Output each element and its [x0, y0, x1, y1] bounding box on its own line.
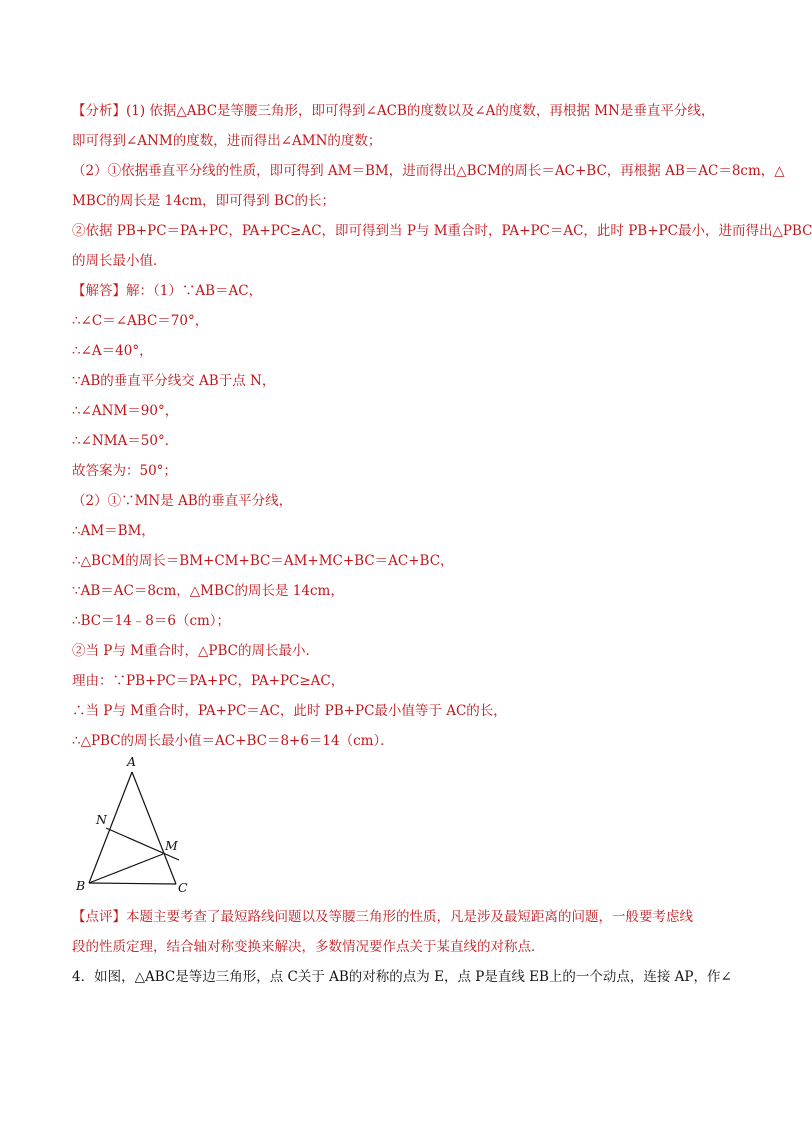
analysis-line-5: ②依据 PB+PC＝PA+PC，PA+PC≥AC，即可得到当 P与 M重合时，PA+PC＝AC，此时 PB+PC最小，进而得出△PBC	[72, 223, 812, 239]
problem-4-text: 4．如图，△ABC是等边三角形，点 C关于 AB的对称的点为 E，点 P是直线 EB上的一个动点，连接 AP，作∠	[72, 969, 732, 985]
solution-line-16: ∴△PBC的周长最小值＝AC+BC＝8+6＝14（cm）．	[72, 733, 394, 749]
analysis-line-6: 的周长最小值．	[72, 253, 167, 269]
comment-text-1: 本题主要考查了最短路线问题以及等腰三角形的性质，凡是涉及最短距离的问题，一般要考虑线	[126, 909, 693, 925]
solution-line-15: ∴当 P与 M重合时，PA+PC＝AC，此时 PB+PC最小值等于 AC的长，	[72, 703, 507, 719]
analysis-line-3: （2）①依据垂直平分线的性质，即可得到 AM＝BM，进而得出△BCM的周长＝AC+BC，再根据 AB＝AC＝8cm，△	[72, 163, 785, 179]
solution-line-14: 理由：∵PB+PC＝PA+PC，PA+PC≥AC，	[72, 673, 345, 689]
solution-first-text: 解：（1）∵AB＝AC，	[126, 283, 263, 299]
solution-line-6: ∴∠NMA＝50°．	[72, 433, 179, 449]
triangle-figure	[72, 754, 732, 902]
solution-line-3: ∴∠A＝40°，	[72, 343, 153, 359]
solution-line-12: ∴BC＝14﹣8＝6（cm）；	[72, 613, 231, 629]
solution-line-9: ∴AM＝BM，	[72, 523, 155, 539]
label-c: C	[178, 880, 188, 895]
analysis-line-4: MBC的周长是 14cm，即可得到 BC的长；	[72, 193, 335, 209]
solution-line-2: ∴∠C＝∠ABC＝70°，	[72, 313, 209, 329]
label-n: N	[96, 812, 107, 827]
solution-line-5: ∴∠ANM＝90°，	[72, 403, 179, 419]
analysis-line-2: 即可得到∠ANM的度数，进而得出∠AMN的度数；	[72, 133, 382, 149]
analysis-text-1: (1) 依据△ABC是等腰三角形，即可得到∠ACB的度数以及∠A的度数，再根据 MN是垂直平分线，	[126, 103, 715, 119]
solution-line-10: ∴△BCM的周长＝BM+CM+BC＝AM+MC+BC＝AC+BC，	[72, 553, 454, 569]
label-m: M	[165, 838, 178, 853]
solution-line-1	[72, 276, 732, 306]
solution-line-7: 故答案为：50°；	[72, 463, 177, 479]
comment-tag: 【点评】	[72, 909, 126, 925]
comment-line-2: 段的性质定理，结合轴对称变换来解决，多数情况要作点关于某直线的对称点．	[72, 939, 545, 955]
comment-line-1	[72, 902, 732, 932]
analysis-tag: 【分析】	[72, 103, 126, 119]
label-b: B	[76, 878, 86, 893]
solution-line-8: （2）①∵MN是 AB的垂直平分线，	[72, 493, 293, 509]
document-page	[72, 96, 812, 992]
segment-bm	[89, 854, 163, 883]
side-ac	[132, 772, 176, 884]
analysis-line-1	[72, 96, 732, 126]
side-bc	[89, 883, 176, 884]
solution-line-11: ∵AB＝AC＝8cm，△MBC的周长是 14cm，	[72, 583, 344, 599]
solution-line-4: ∵AB的垂直平分线交 AB于点 N，	[72, 373, 276, 389]
label-a: A	[127, 754, 137, 769]
solution-line-13: ②当 P与 M重合时，△PBC的周长最小．	[72, 643, 319, 659]
solution-tag: 【解答】	[72, 283, 126, 299]
side-ab	[89, 772, 132, 883]
